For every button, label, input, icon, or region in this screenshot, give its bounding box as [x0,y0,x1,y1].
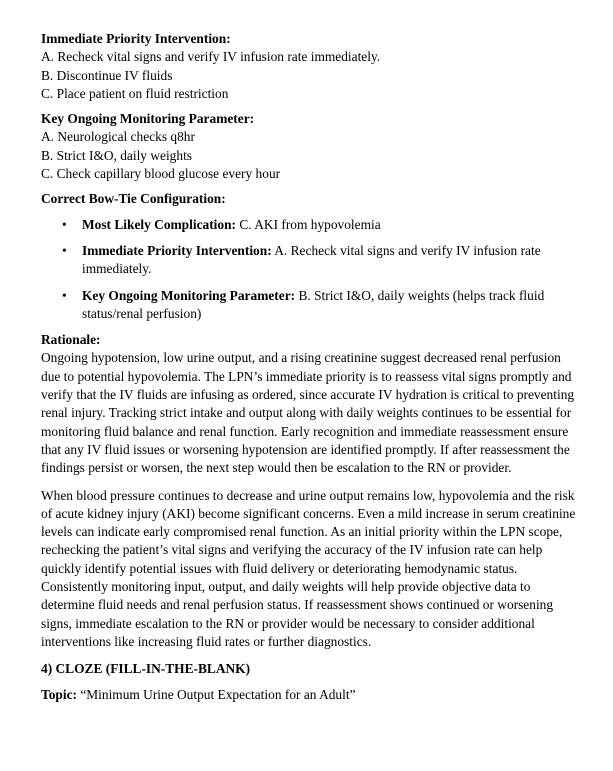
bowtie-item-label: Immediate Priority Intervention: [82,242,272,258]
bowtie-section [41,190,576,323]
bullet-icon: • [62,242,67,258]
monitoring-option-a: A. Neurological checks q8hr [41,129,195,145]
bullet-icon: • [62,216,67,232]
intervention-option-c: C. Place patient on fluid restriction [41,85,229,101]
monitoring-option-c: C. Check capillary blood glucose every hour [41,166,281,182]
bowtie-heading: Correct Bow-Tie Configuration: [41,191,226,207]
monitoring-option-b: B. Strict I&O, daily weights [41,147,193,163]
cloze-title: 4) CLOZE (FILL-IN-THE-BLANK) [41,661,251,677]
bowtie-item-complication [41,216,576,234]
rationale-heading: Rationale: [41,332,101,348]
bowtie-item-value: A. Recheck vital signs and verify IV infusion rate immediately. [82,242,541,277]
bowtie-item-monitoring [41,287,576,324]
monitoring-section [41,110,576,183]
cloze-topic [41,686,576,704]
bowtie-item-label: Key Ongoing Monitoring Parameter: [82,287,296,303]
cloze-topic-label: Topic: [41,686,77,702]
bowtie-item-label: Most Likely Complication: [82,216,236,232]
cloze-section [41,660,576,704]
bowtie-item-value: C. AKI from hypovolemia [236,216,381,232]
cloze-topic-value: “Minimum Urine Output Expectation for an Adult” [76,686,356,702]
bowtie-item-value: B. Strict I&O, daily weights (helps track fluid status/renal perfusion) [82,287,545,321]
bowtie-list [41,216,576,323]
intervention-option-a: A. Recheck vital signs and verify IV infusion rate immediately. [41,49,381,65]
intervention-option-b: B. Discontinue IV fluids [41,67,173,83]
monitoring-heading: Key Ongoing Monitoring Parameter: [41,111,255,127]
intervention-heading: Immediate Priority Intervention: [41,31,231,46]
bowtie-item-intervention [41,242,576,279]
rationale-paragraph-1: Ongoing hypotension, low urine output, and a rising creatinine suggest decreased renal perfusion due to potential hypovolemia. The LPN’s immediate priority is to reassess vital signs promptly and verify that the IV fluids are infusing as ordered, since accurate IV hydration is critical to preventing renal injury. Tracking strict intake and output along with daily weights continues to be essential for monitoring fluid balance and renal function. Early recognition and immediate reassessment ensure that any IV fluid issues or worsening hypotension are identified promptly. If after reassessment the findings persist or worsen, the next step would then be escalation to the RN or provider. [41,350,575,476]
document-page [41,30,576,704]
rationale-paragraph-2: When blood pressure continues to decrease and urine output remains low, hypovolemia and the risk of acute kidney injury (AKI) become significant concerns. Even a mild increase in serum creatinine levels can indicate early compromised renal function. As an initial priority within the LPN scope, rechecking the patient’s vital signs and verifying the accuracy of the IV infusion rate can help quickly identify potential issues with fluid delivery or deteriorating hemodynamic status. Consistently monitoring input, output, and daily weights will help provide objective data to determine fluid needs and renal perfusion status. If reassessment shows continued or worsening signs, immediate escalation to the RN or provider would be necessary to consider additional interventions like increasing fluid rates or further diagnostics. [41,487,576,649]
intervention-section [41,30,576,103]
bullet-icon: • [62,287,67,303]
rationale-section [41,331,576,651]
